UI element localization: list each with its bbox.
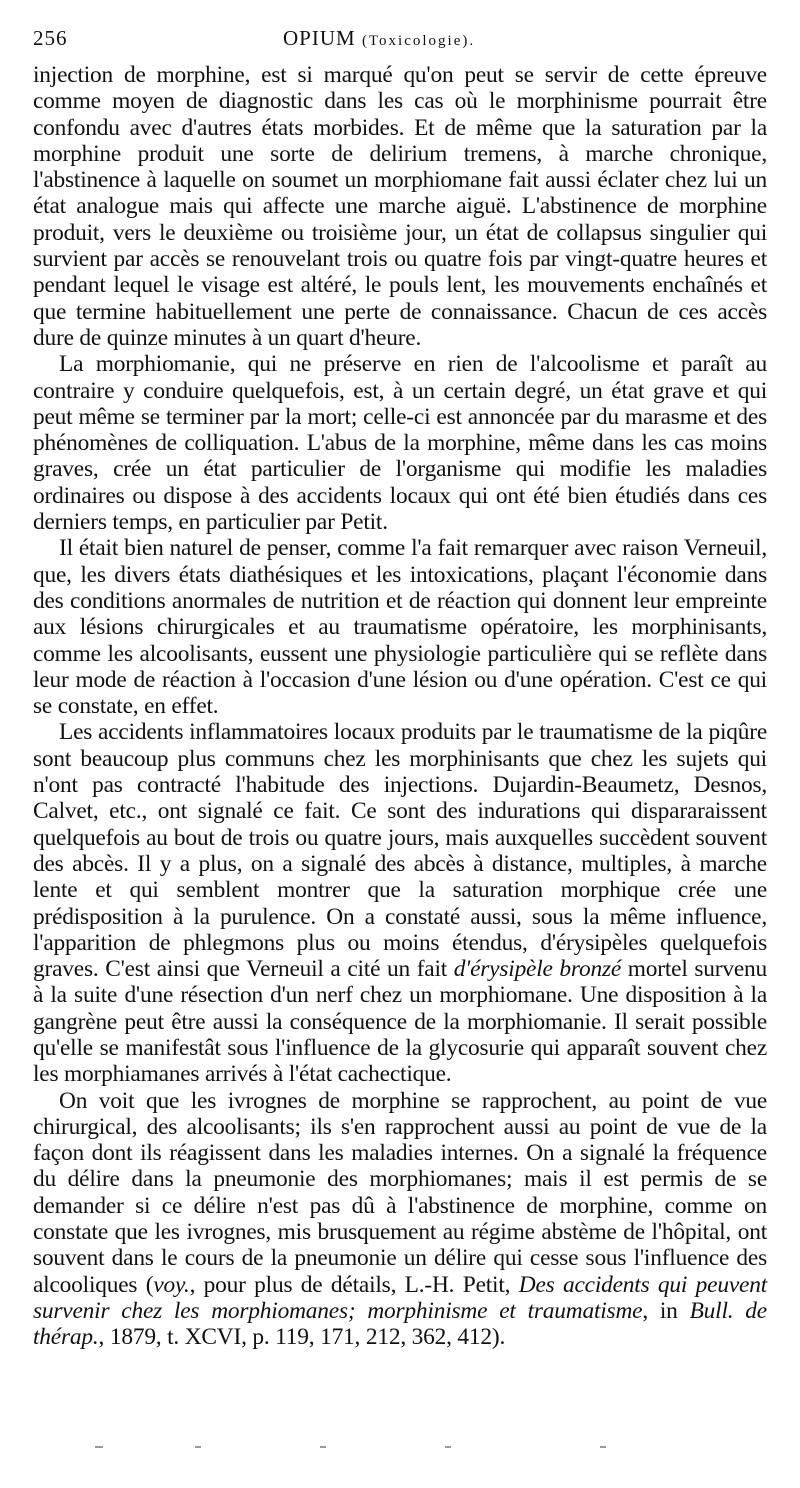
print-mark xyxy=(95,1446,103,1448)
running-title-sub: (Toxicologie). xyxy=(361,33,476,49)
body-text xyxy=(33,62,767,1351)
print-mark xyxy=(195,1446,201,1448)
paragraph-5-text-c: , in xyxy=(642,1297,690,1324)
running-title-main: OPIUM xyxy=(283,26,356,50)
paragraph-5-italic-b: Des accidents qui peuvent survenir chez les morphiomanes; morphinisme et traumatisme xyxy=(33,1271,767,1324)
paragraph-3: Il était bien naturel de penser, comme l'a fait remarquer avec raison Verneuil, que, les divers états diathésiques et les intoxications, plaçant l'économie dans des conditions anormales de nutrition et de réaction qui donnent leur empreinte aux lésions chirurgicales et au traumatisme opératoire, les morphinisants, comme les alcoolisants, eussent une physiologie particulière qui se reflète dans leur mode de réaction à l'occasion d'une lésion ou d'une opération. C'est ce qui se constate, en effet. xyxy=(33,535,767,720)
paragraph-4-italic-a: d'érysipèle bronzé xyxy=(453,956,622,983)
book-page xyxy=(33,26,767,1351)
paragraph-5-text-a: On voit que les ivrognes de morphine se rapprochent, au point de vue chirurgical, des alcoolisants; ils s'en rapprochent aussi au point de vue de la façon dont ils réagissent dans les maladies internes. On a signalé la fréquence du délire dans la pneumonie des morphiomanes; mais il est permis de se demander si ce délire n'est pas dû à l'abstinence de morphine, comme on constate que les ivrognes, mis brusquement au régime abstème de l'hôpital, ont souvent dans le cours de la pneumonie un délire qui cesse sous l'influence des alcooliques ( xyxy=(33,1087,767,1298)
paragraph-2: La morphiomanie, qui ne préserve en rien de l'alcoolisme et paraît au contraire y conduire quelquefois, est, à un certain degré, un état grave et qui peut même se terminer par la mort; celle-ci est annoncée par du marasme et des phénomènes de colliquation. L'abus de la morphine, même dans les cas moins graves, crée un état particulier de l'organisme qui modifie les maladies ordinaires ou dispose à des accidents locaux qui ont été bien étudiés dans ces derniers temps, en particulier par Petit. xyxy=(33,351,767,536)
paragraph-1: injection de morphine, est si marqué qu'on peut se servir de cette épreuve comme moyen de diagnostic dans les cas où le morphinisme pourrait être confondu avec d'autres états morbides. Et de même que la saturation par la morphine produit une sorte de delirium tremens, à marche chronique, l'abstinence à laquelle on soumet un morphiomane fait aussi éclater chez lui un état analogue mais qui affecte une marche aiguë. L'abstinence de morphine produit, vers le deuxième ou troisième jour, un état de collapsus singulier qui survient par accès se renouvelant trois ou quatre fois par vingt-quatre heures et pendant lequel le visage est altéré, le pouls lent, les mouvements enchaînés et que termine habituellement une perte de connaissance. Chacun de ces accès dure de quinze minutes à un quart d'heure. xyxy=(33,62,767,351)
paragraph-4-text-a: Les accidents inflammatoires locaux produits par le traumatisme de la piqûre sont beaucoup plus communs chez les morphinisants que chez les sujets qui n'ont pas contracté l'habitude des injections. Dujardin-Beaumetz, Desnos, Calvet, etc., ont signalé ce fait. Ce sont des indurations qui dispararaissent quelquefois au bout de trois ou quatre jours, mais auxquelles succèdent souvent des abcès. Il y a plus, on a signalé des abcès à distance, multiples, à marche lente et qui semblent montrer que la saturation morphique crée une prédisposition à la purulence. On a constaté aussi, sous la même influence, l'apparition de phlegmons plus ou moins étendus, d'érysipèles quelquefois graves. C'est ainsi que Verneuil a cité un fait xyxy=(33,719,767,983)
paragraph-5-italic-a: voy. xyxy=(153,1271,190,1298)
running-title xyxy=(283,26,475,51)
paragraph-5-italic-c: Bull. de thérap. xyxy=(33,1297,767,1351)
paragraph-4 xyxy=(33,719,767,1087)
running-head xyxy=(33,26,767,62)
paragraph-5-text-d: , 1879, t. XCVI, p. 119, 171, 212, 362, 412). xyxy=(98,1324,506,1351)
paragraph-5 xyxy=(33,1088,767,1351)
bottom-print-marks xyxy=(95,1446,725,1450)
print-mark xyxy=(320,1446,326,1448)
paragraph-5-text-b: , pour plus de détails, L.-H. Petit, xyxy=(189,1271,519,1298)
page-number: 256 xyxy=(33,26,68,50)
paragraph-4-text-b: mortel survenu à la suite d'une résection d'un nerf chez un morphiomane. Une disposition à la gangrène peut être aussi la conséquence de la morphiomanie. Il serait possible qu'elle se manifestât sous l'influence de la glycosurie qui apparaît souvent chez les morphiamanes arrivés à l'état cachectique. xyxy=(33,956,767,1088)
print-mark xyxy=(445,1446,451,1448)
print-mark xyxy=(600,1446,606,1448)
